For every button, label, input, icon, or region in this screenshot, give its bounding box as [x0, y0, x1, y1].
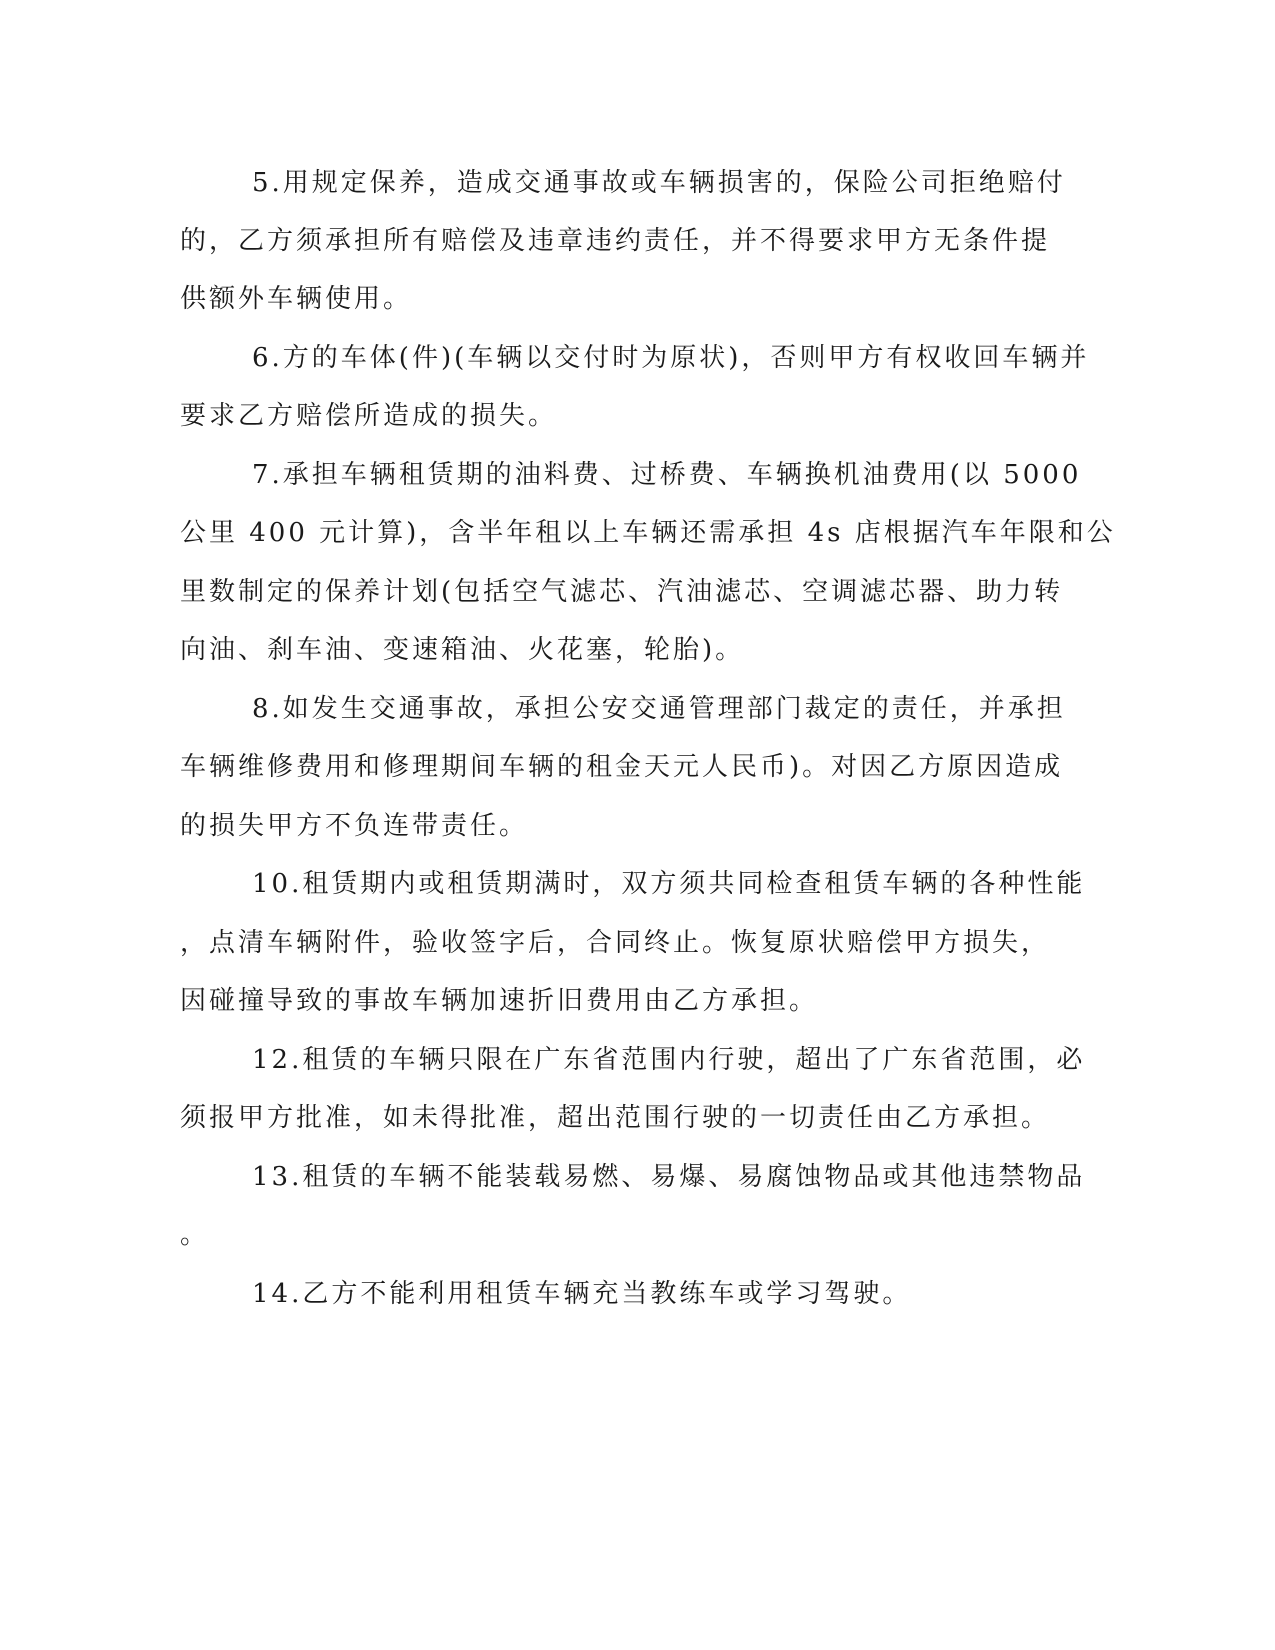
clause-10-line-1: 10.租赁期内或租赁期满时，双方须共同检查租赁车辆的各种性能 [252, 869, 1086, 899]
clause-12-line-2: 须报甲方批准，如未得批准，超出范围行驶的一切责任由乙方承担。 [180, 1103, 1051, 1133]
clause-7-line-2: 公里 400 元计算)，含半年租以上车辆还需承担 4s 店根据汽车年限和公 [180, 518, 1116, 548]
clause-6-line-2: 要求乙方赔偿所造成的损失。 [180, 401, 558, 431]
clause-6-line-1: 6.方的车体(件)(车辆以交付时为原状)，否则甲方有权收回车辆并 [252, 343, 1090, 373]
clause-5-line-3: 供额外车辆使用。 [180, 284, 413, 314]
clause-5-line-2: 的，乙方须承担所有赔偿及违章违约责任，并不得要求甲方无条件提 [180, 226, 1051, 256]
clause-7-line-1: 7.承担车辆租赁期的油料费、过桥费、车辆换机油费用(以 5000 [252, 460, 1082, 490]
clause-8-line-2: 车辆维修费用和修理期间车辆的租金天元人民币)。对因乙方原因造成 [180, 752, 1064, 782]
clause-8-line-1: 8.如发生交通事故，承担公安交通管理部门裁定的责任，并承担 [252, 694, 1066, 724]
clause-12-line-1: 12.租赁的车辆只限在广东省范围内行驶，超出了广东省范围，必 [252, 1045, 1086, 1075]
clause-7-line-3: 里数制定的保养计划(包括空气滤芯、汽油滤芯、空调滤芯器、助力转 [180, 577, 1064, 607]
clause-10-line-2: ，点清车辆附件，验收签字后，合同终止。恢复原状赔偿甲方损失， [180, 928, 1051, 958]
clause-7-line-4: 向油、刹车油、变速箱油、火花塞，轮胎)。 [180, 635, 745, 665]
clause-14-line-1: 14.乙方不能利用租赁车辆充当教练车或学习驾驶。 [252, 1279, 912, 1309]
clause-10-line-3: 因碰撞导致的事故车辆加速折旧费用由乙方承担。 [180, 986, 819, 1016]
clause-5-line-1: 5.用规定保养，造成交通事故或车辆损害的，保险公司拒绝赔付 [252, 168, 1066, 198]
clause-8-line-3: 的损失甲方不负连带责任。 [180, 811, 529, 841]
clause-13-line-2: 。 [180, 1220, 210, 1250]
clause-13-line-1: 13.租赁的车辆不能装载易燃、易爆、易腐蚀物品或其他违禁物品 [252, 1162, 1086, 1192]
